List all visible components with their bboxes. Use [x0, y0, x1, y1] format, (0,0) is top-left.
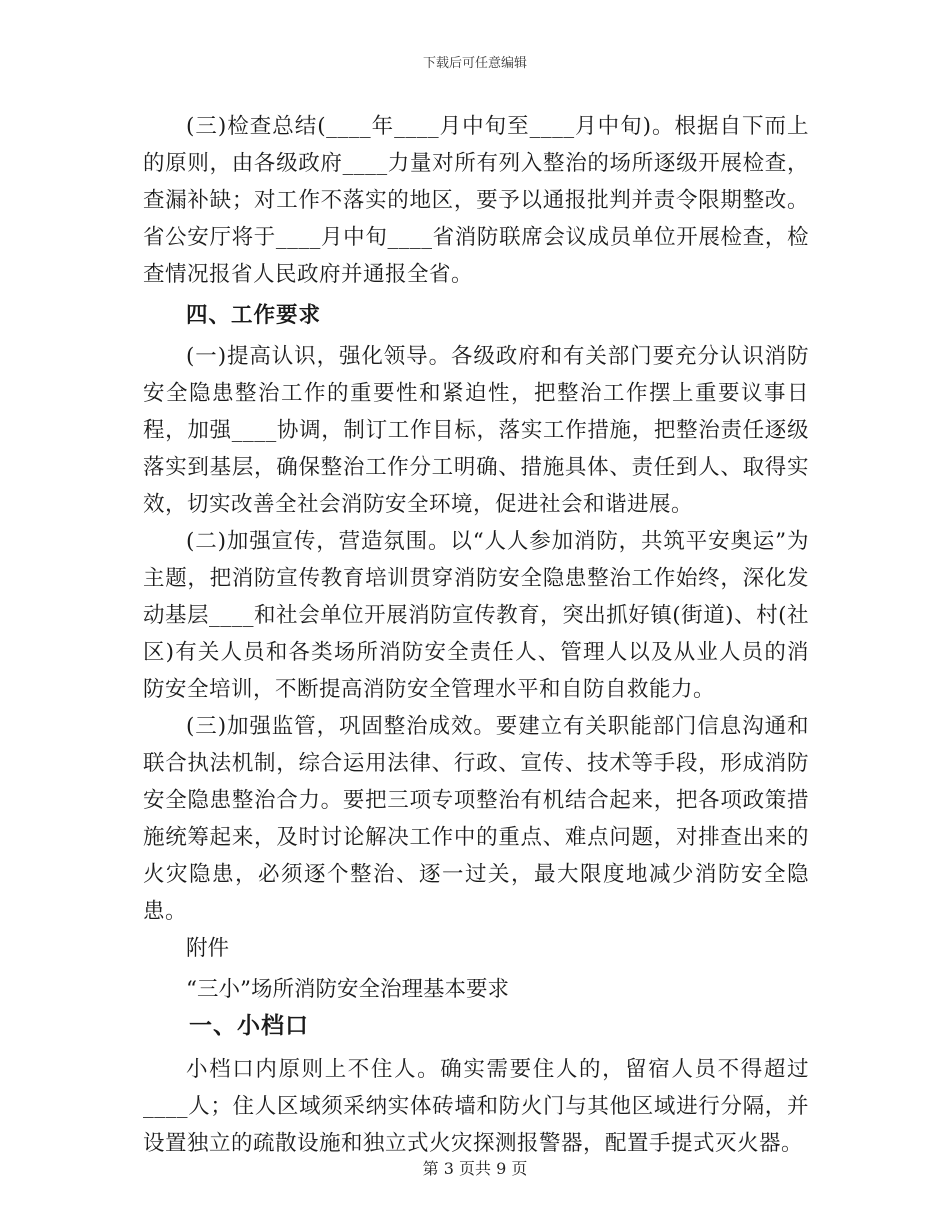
- document-body: [143, 108, 809, 1162]
- section-heading-work-requirements: 四、工作要求: [186, 303, 322, 328]
- page-footer: 第 3 页共 9 页: [422, 1159, 528, 1178]
- section-heading-small-stall: 一、小档口: [189, 1013, 309, 1039]
- paragraph-requirement-3: (三)加强监管，巩固整治成效。要建立有关职能部门信息沟通和联合执法机制，综合运用法律、行政、宣传、技术等手段，形成消防安全隐患整治合力。要把三项专项整治有机结合起来，把各项政策措施统筹起来，及时讨论解决工作中的重点、难点问题，对排查出来的火灾隐患，必须逐个整治、逐一过关，最大限度地减少消防安全隐患。: [143, 714, 809, 924]
- paragraph-requirement-1: (一)提高认识，强化领导。各级政府和有关部门要充分认识消防安全隐患整治工作的重要性和紧迫性，把整治工作摆上重要议事日程，加强____协调，制订工作目标，落实工作措施，把整治责任逐级落实到基层，确保整治工作分工明确、措施具体、责任到人、取得实效，切实改善全社会消防安全环境，促进社会和谐进展。: [143, 344, 809, 517]
- appendix-label: 附件: [186, 936, 230, 961]
- paragraph-requirement-2: (二)加强宣传，营造氛围。以“人人参加消防，共筑平安奥运”为主题，把消防宣传教育培训贯穿消防安全隐患整治工作始终，深化发动基层____和社会单位开展消防宣传教育，突出抓好镇(街道)、村(社区)有关人员和各类场所消防安全责任人、管理人以及从业人员的消防安全培训，不断提高消防安全管理水平和自防自救能力。: [143, 529, 809, 702]
- paragraph-check-summary: (三)检查总结(____年____月中旬至____月中旬)。根据自下而上的原则，由各级政府____力量对所有列入整治的场所逐级开展检查，查漏补缺；对工作不落实的地区，要予以通报批判并责令限期整改。省公安厅将于____月中旬____省消防联席会议成员单位开展检查，检查情况报省人民政府并通报全省。: [143, 114, 809, 287]
- page-header: 下载后可任意编辑: [422, 56, 527, 71]
- appendix-title: “三小”场所消防安全治理基本要求: [186, 977, 509, 1002]
- paragraph-small-stall: 小档口内原则上不住人。确实需要住人的，留宿人员不得超过____人；住人区域须采纳实体砖墙和防火门与其他区域进行分隔，并设置独立的疏散设施和独立式火灾探测报警器，配置手提式灭火器。: [143, 1057, 809, 1156]
